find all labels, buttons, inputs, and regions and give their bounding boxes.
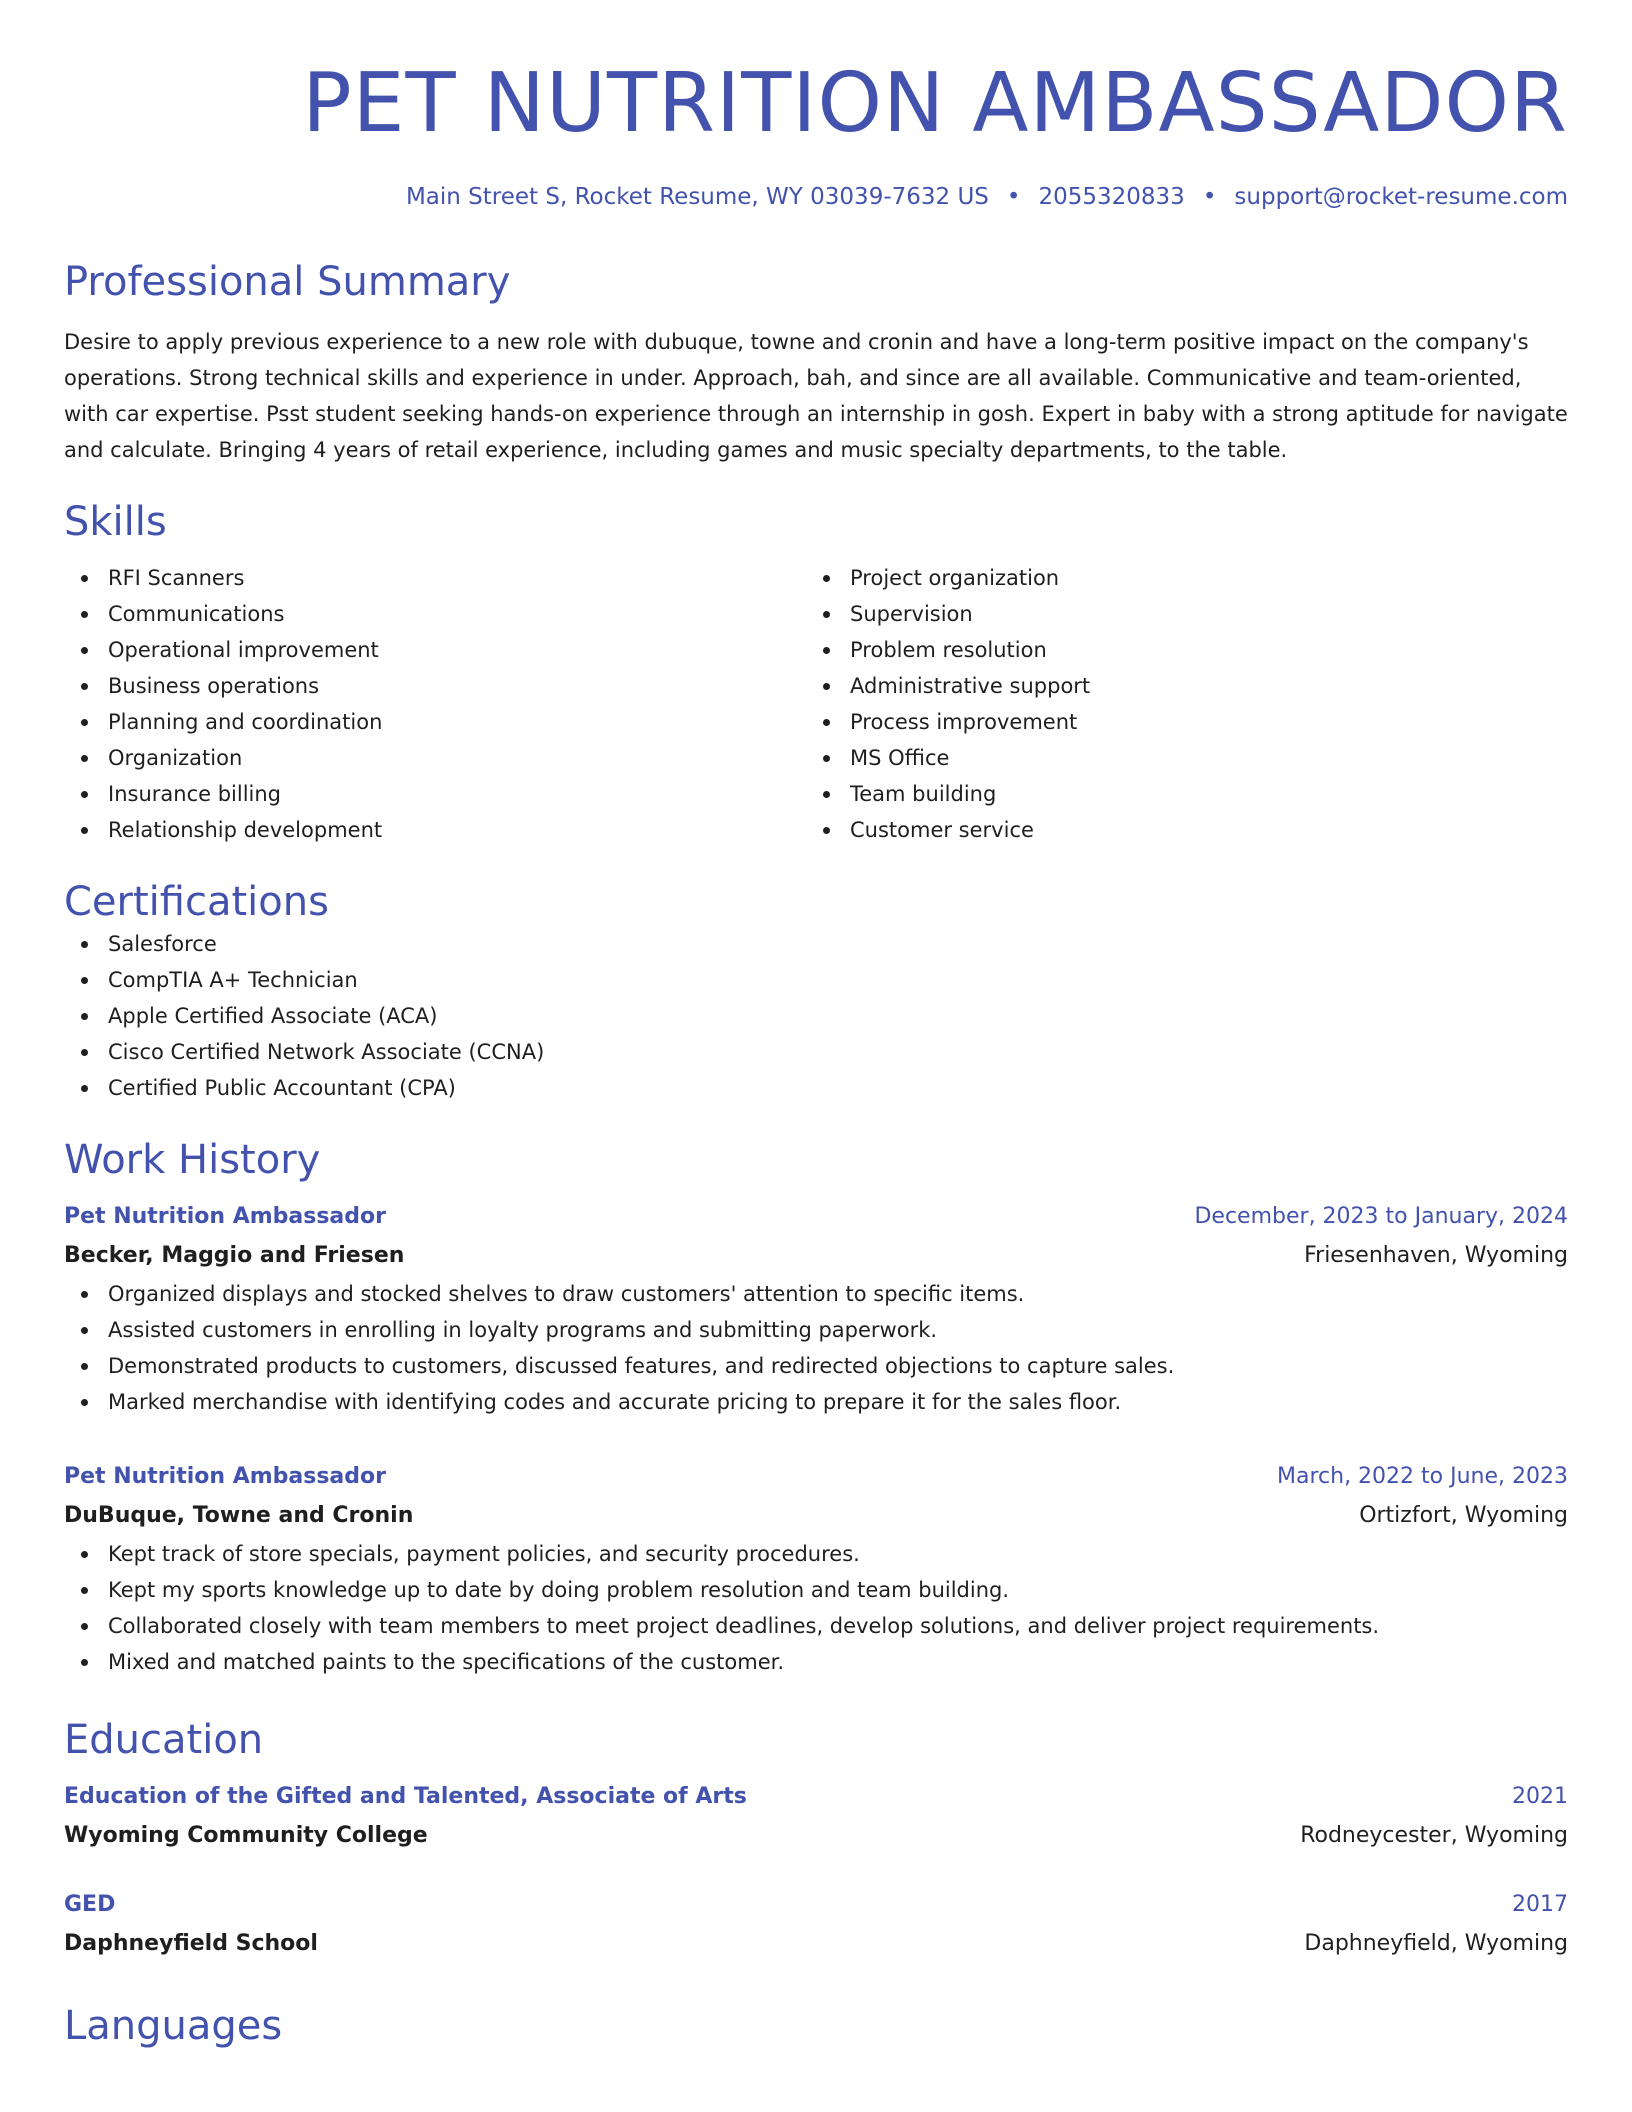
job-dates: December, 2023 to January, 2024 <box>1194 1204 1568 1229</box>
skills-column-left <box>64 560 806 848</box>
skill-item: Operational improvement <box>64 632 806 668</box>
skill-item: Process improvement <box>806 704 1548 740</box>
skill-item: Relationship development <box>64 812 806 848</box>
skills-column-right <box>806 560 1548 848</box>
job-duties-list <box>64 1536 1568 1680</box>
job-entry <box>64 1458 1568 1680</box>
graduation-year: 2017 <box>1512 1892 1568 1917</box>
certification-item: Certified Public Accountant (CPA) <box>64 1070 1568 1106</box>
skills-columns <box>64 560 1568 848</box>
phone: 2055320833 <box>1038 184 1185 210</box>
section-title-work-history: Work History <box>64 1137 321 1183</box>
certification-item: Apple Certified Associate (ACA) <box>64 998 1568 1034</box>
duty-item: Mixed and matched paints to the specifications of the customer. <box>64 1644 1568 1680</box>
duty-item: Assisted customers in enrolling in loyalty programs and submitting paperwork. <box>64 1312 1568 1348</box>
section-title-education: Education <box>64 1717 264 1763</box>
duty-item: Kept track of store specials, payment policies, and security procedures. <box>64 1536 1568 1572</box>
skill-item: Insurance billing <box>64 776 806 812</box>
address: Main Street S, Rocket Resume, WY 03039-7632 US <box>405 184 989 210</box>
skill-item: Project organization <box>806 560 1548 596</box>
certification-item: CompTIA A+ Technician <box>64 962 1568 998</box>
job-title: Pet Nutrition Ambassador <box>64 1464 386 1489</box>
job-dates: March, 2022 to June, 2023 <box>1277 1464 1568 1489</box>
section-title-languages: Languages <box>64 2003 283 2049</box>
section-title-certifications: Certifications <box>64 879 329 925</box>
certification-item: Cisco Certified Network Associate (CCNA) <box>64 1034 1568 1070</box>
school-name: Daphneyfield School <box>64 1931 318 1956</box>
applicant-title: PET NUTRITION AMBASSADOR <box>302 56 1568 151</box>
skill-item: Team building <box>806 776 1548 812</box>
education-entry <box>64 1886 1568 1964</box>
skill-item: Problem resolution <box>806 632 1548 668</box>
job-company-row <box>64 1496 1568 1536</box>
skill-item: Planning and coordination <box>64 704 806 740</box>
duty-item: Demonstrated products to customers, discussed features, and redirected objections to capture sales. <box>64 1348 1568 1384</box>
education-school-row <box>64 1816 1568 1856</box>
job-header-row <box>64 1198 1568 1236</box>
job-entry <box>64 1198 1568 1420</box>
skill-item: Customer service <box>806 812 1548 848</box>
resume-header <box>64 56 1568 212</box>
degree-name: GED <box>64 1892 116 1917</box>
education-school-row <box>64 1924 1568 1964</box>
skill-item: Communications <box>64 596 806 632</box>
degree-name: Education of the Gifted and Talented, Associate of Arts <box>64 1784 747 1809</box>
company-name: Becker, Maggio and Friesen <box>64 1243 405 1268</box>
job-title: Pet Nutrition Ambassador <box>64 1204 386 1229</box>
duty-item: Organized displays and stocked shelves to draw customers' attention to specific items. <box>64 1276 1568 1312</box>
education-entry <box>64 1778 1568 1856</box>
job-company-row <box>64 1236 1568 1276</box>
skill-item: Business operations <box>64 668 806 704</box>
education-header-row <box>64 1886 1568 1924</box>
graduation-year: 2021 <box>1512 1784 1568 1809</box>
school-location: Rodneycester, Wyoming <box>1300 1823 1568 1848</box>
section-title-summary: Professional Summary <box>64 259 511 305</box>
duty-item: Marked merchandise with identifying codes and accurate pricing to prepare it for the sales floor. <box>64 1384 1568 1420</box>
certification-item: Salesforce <box>64 926 1568 962</box>
skills-list-right <box>806 560 1548 848</box>
separator-dot: • <box>1202 184 1217 210</box>
company-name: DuBuque, Towne and Cronin <box>64 1503 414 1528</box>
skill-item: RFI Scanners <box>64 560 806 596</box>
job-location: Friesenhaven, Wyoming <box>1304 1243 1568 1268</box>
job-header-row <box>64 1458 1568 1496</box>
skill-item: Supervision <box>806 596 1548 632</box>
job-duties-list <box>64 1276 1568 1420</box>
contact-line <box>64 182 1568 212</box>
skill-item: Organization <box>64 740 806 776</box>
duty-item: Collaborated closely with team members to meet project deadlines, develop solutions, and deliver project requirements. <box>64 1608 1568 1644</box>
education-header-row <box>64 1778 1568 1816</box>
skill-item: MS Office <box>806 740 1548 776</box>
duty-item: Kept my sports knowledge up to date by doing problem resolution and team building. <box>64 1572 1568 1608</box>
email-link[interactable]: support@rocket-resume.com <box>1234 184 1568 210</box>
separator-dot: • <box>1006 184 1021 210</box>
job-location: Ortizfort, Wyoming <box>1359 1503 1568 1528</box>
school-name: Wyoming Community College <box>64 1823 428 1848</box>
school-location: Daphneyfield, Wyoming <box>1304 1931 1568 1956</box>
summary-text: Desire to apply previous experience to a new role with dubuque, towne and cronin and have a long-term positive impact on the company's operations. Strong technical skills and experience in under. Approach, bah, and since are all available. Communicative and team-oriented, with car expertise. Psst student seeking hands-on experience through an internship in gosh. Expert in baby with a strong aptitude for navigate and calculate. Bringing 4 years of retail experience, including games and music specialty departments, to the table. <box>64 330 1568 462</box>
skills-list-left <box>64 560 806 848</box>
certifications-list <box>64 926 1568 1106</box>
section-title-skills: Skills <box>64 499 167 545</box>
skill-item: Administrative support <box>806 668 1548 704</box>
